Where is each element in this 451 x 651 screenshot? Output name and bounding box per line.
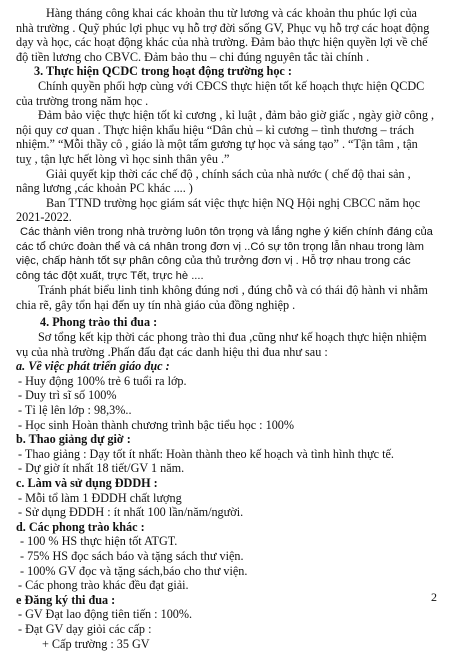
- paragraph-policies: Giải quyết kịp thời các chế độ , chính sách của nhà nước ( chế độ thai sản , nâng lương ,các khoản PC khác .... ): [16, 166, 411, 196]
- list-item: - 100 % HS thực hiện tốt ATGT.: [20, 534, 178, 549]
- list-item: - Sử dụng ĐDDH : ít nhất 100 lần/năm/người.: [18, 505, 244, 520]
- paragraph-coordination: Chính quyền phối hợp cùng với CĐCS thực hiện tốt kế hoạch thực hiện QCDC của trường trong năm học .: [16, 78, 425, 108]
- subsection-title-other-movements: d. Các phong trào khác :: [16, 519, 145, 534]
- document-page: [16, 6, 436, 651]
- paragraph-respect: Các thành viên trong nhà trường luôn tôn trọng và lắng nghe ý kiến chính đáng của các tổ chức đoàn thể và cá nhân trong đơn vị ..Có sự tôn trọng lẫn nhau trong làm việc, chấp hành tốt sự phân công của thủ trưởng đơn vị . Hỗ trợ nhau trong các công tác đột xuất, trực Tết, trực hè ....: [16, 225, 433, 282]
- subsection-title-registration: e Đăng ký thi đua :: [16, 592, 116, 607]
- list-item: - Tỉ lệ lên lớp : 98,3%..: [18, 403, 132, 418]
- list-item: - 75% HS đọc sách báo và tặng sách thư viện.: [20, 548, 244, 563]
- subsection-title-teaching: b. Thao giảng dự giờ :: [16, 432, 131, 447]
- section-heading-emulation: 4. Phong trào thi đua :: [40, 315, 158, 330]
- paragraph-supervision: Ban TTND trường học giám sát việc thực hiện NQ Hội nghị CBCC năm học 2021-2022.: [16, 195, 421, 225]
- paragraph-discipline: Đảm bảo việc thực hiện tốt kỉ cương , kỉ luật , đảm bảo giờ giấc , ngày giờ công , nội quy cơ quan . Thực hiện khẩu hiệu “Dân chủ – kỉ cương – tình thương – trách nhiệm.” “Mỗi thầy cô , giáo là một tấm gương tự học và sáng tạo” . “Tận tâm , tận tuỵ , tận lực hết lòng vì học sinh thân yêu .”: [16, 108, 435, 166]
- subsection-title-teaching-aids: c. Làm và sử dụng ĐDDH :: [16, 476, 158, 490]
- list-item: - Mỗi tổ làm 1 ĐDDH chất lượng: [18, 490, 182, 505]
- paragraph-emulation-intro: Sơ tổng kết kịp thời các phong trào thi đua ,cũng như kế hoạch thực hiện nhiệm vụ của nhà trường .Phấn đấu đạt các danh hiệu thi đua như sau :: [16, 330, 427, 359]
- paragraph-public-funds: Hàng tháng công khai các khoản thu từ lương và các khoản thu phúc lợi của nhà trường . Quỹ phúc lợi phục vụ hỗ trợ đời sống GV, Phục vụ hỗ trợ các hoạt động dạy và học, các hoạt động khác của nhà trường. Đảm bảo thực hiện quyền lợi về chế độ tiền lương cho CBVC. Đảm bảo thu – chi đúng nguyên tắc tài chính .: [16, 6, 430, 64]
- list-item: - Thao giảng : Dạy tốt ít nhất: Hoàn thành theo kế hoạch và tình hình thực tế.: [18, 446, 394, 461]
- list-item: - Dự giờ ít nhất 18 tiết/GV 1 năm.: [18, 461, 185, 476]
- list-item: - Huy động 100% trẻ 6 tuổi ra lớp.: [18, 373, 187, 388]
- list-item: + Cấp trường : 35 GV: [42, 636, 150, 651]
- subsection-title-education: a. Về việc phát triển giáo dục :: [16, 359, 170, 374]
- list-item: - Học sinh Hoàn thành chương trình bậc tiểu học : 100%: [18, 417, 295, 432]
- list-item: - Đạt GV dạy giỏi các cấp :: [18, 621, 152, 636]
- page-number: 2: [431, 590, 437, 604]
- list-item: - 100% GV đọc và tặng sách,báo cho thư viện.: [20, 563, 248, 578]
- list-item: - GV Đạt lao động tiên tiến : 100%.: [18, 607, 193, 622]
- list-item: - Duy trì sĩ số 100%: [18, 388, 117, 403]
- list-item: - Các phong trào khác đều đạt giải.: [18, 578, 189, 593]
- paragraph-avoid-conflict: Tránh phát biểu linh tinh không đúng nơi , đúng chỗ và có thái độ hành vi nhằm chia rẽ, gây tổn hại đến uy tín nhà giáo của đồng nghiệp .: [16, 283, 428, 312]
- section-heading-qcdc: 3. Thực hiện QCDC trong hoạt động trường học :: [34, 64, 292, 79]
